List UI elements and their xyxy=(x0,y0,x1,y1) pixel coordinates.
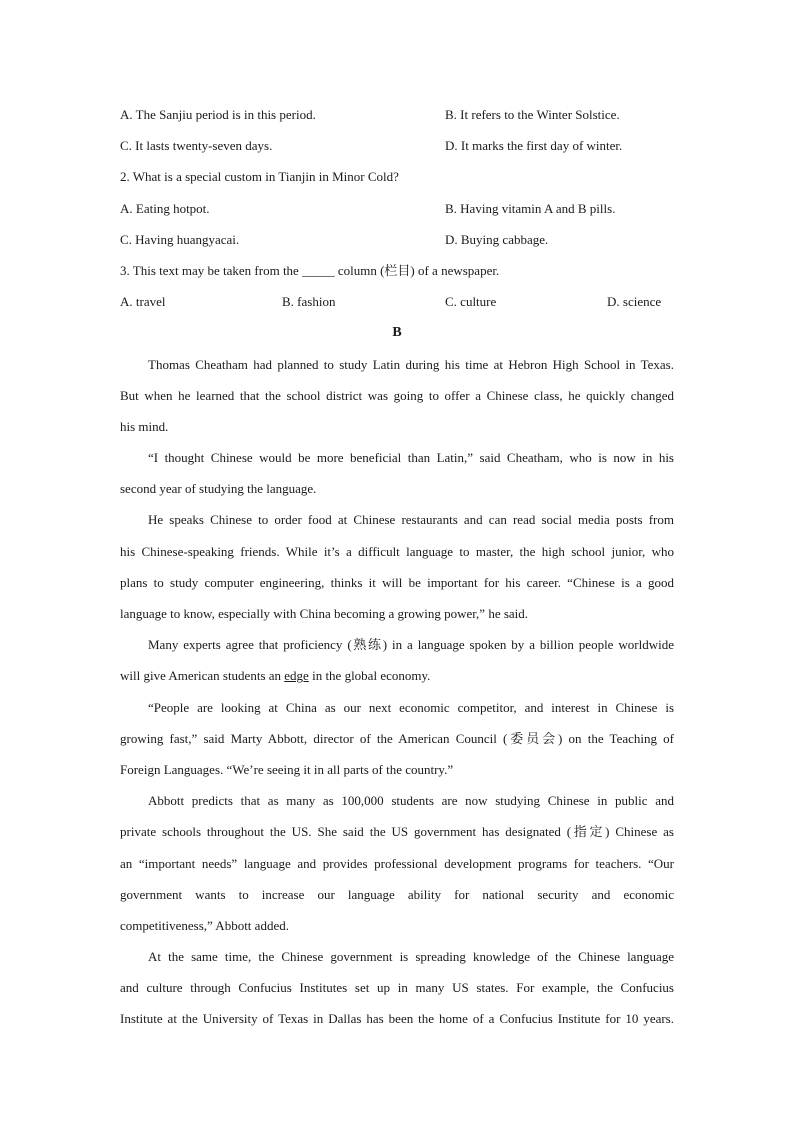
paragraph-line: Foreign Languages. “We’re seeing it in all parts of the country.” xyxy=(120,761,454,777)
q2-option-a[interactable]: A. Eating hotpot. xyxy=(120,200,210,216)
paragraph-line: plans to study computer engineering, thinks it will be important for his career. “Chinese is a good xyxy=(120,574,674,590)
q3-option-a[interactable]: A. travel xyxy=(120,294,166,310)
q2-options-row-1 xyxy=(120,193,674,224)
paragraph-6 xyxy=(120,785,674,941)
q2-stem: 2. What is a special custom in Tianjin in Minor Cold? xyxy=(120,169,399,185)
paragraph-2 xyxy=(120,442,674,504)
q2-options-row-2 xyxy=(120,224,674,255)
paragraph-4 xyxy=(120,629,674,691)
paragraph-line: Abbott predicts that as many as 100,000 students are now studying Chinese in public and xyxy=(148,793,674,809)
paragraph-5 xyxy=(120,692,674,786)
q1-options-row-1 xyxy=(120,99,674,130)
paragraph-1 xyxy=(120,349,674,443)
text-after-underline: in the global economy. xyxy=(308,668,431,684)
paragraph-line: competitiveness,” Abbott added. xyxy=(120,917,289,933)
paragraph-line: Many experts agree that proficiency (熟练) in a language spoken by a billion people worldwide xyxy=(148,637,674,653)
q2-option-b[interactable]: B. Having vitamin A and B pills. xyxy=(445,200,616,216)
q3-option-c[interactable]: C. culture xyxy=(445,294,497,310)
underlined-word-edge: edge xyxy=(284,668,309,684)
document-page xyxy=(120,99,674,1035)
paragraph-line: second year of studying the language. xyxy=(120,481,317,497)
q1-option-c[interactable]: C. It lasts twenty-seven days. xyxy=(120,138,273,154)
q3-option-d[interactable]: D. science xyxy=(607,294,662,310)
paragraph-line: But when he learned that the school district was going to offer a Chinese class, he quickly changed xyxy=(120,387,674,403)
paragraph-line: government wants to increase our language ability for national security and economic xyxy=(120,886,674,902)
q3-option-b[interactable]: B. fashion xyxy=(282,294,336,310)
paragraph-line: his mind. xyxy=(120,418,169,434)
paragraph-line: his Chinese-speaking friends. While it’s a difficult language to master, the high school junior, who xyxy=(120,543,674,559)
paragraph-line: Thomas Cheatham had planned to study Latin during his time at Hebron High School in Texas. xyxy=(148,356,674,372)
paragraph-line: private schools throughout the US. She said the US government has designated (指定) Chinese as xyxy=(120,824,674,840)
q1-options-row-2 xyxy=(120,130,674,161)
paragraph-line: and culture through Confucius Institutes set up in many US states. For example, the Confucius xyxy=(120,980,674,996)
paragraph-line: “People are looking at China as our next economic competitor, and interest in Chinese is xyxy=(148,699,674,715)
paragraph-line: an “important needs” language and provides professional development programs for teachers. “Our xyxy=(120,855,674,871)
q1-option-d[interactable]: D. It marks the first day of winter. xyxy=(445,138,623,154)
q2-option-d[interactable]: D. Buying cabbage. xyxy=(445,231,549,247)
paragraph-line: He speaks Chinese to order food at Chinese restaurants and can read social media posts from xyxy=(148,512,674,528)
q3-options-row xyxy=(120,286,674,317)
q2-option-c[interactable]: C. Having huangyacai. xyxy=(120,231,240,247)
paragraph-3 xyxy=(120,504,674,629)
paragraph-line: Institute at the University of Texas in Dallas has been the home of a Confucius Institute for 10 years. xyxy=(120,1011,674,1027)
q3-stem: 3. This text may be taken from the _____ column (栏目) of a newspaper. xyxy=(120,262,500,278)
paragraph-line: growing fast,” said Marty Abbott, director of the American Council (委员会) on the Teaching of xyxy=(120,730,674,746)
q1-option-b[interactable]: B. It refers to the Winter Solstice. xyxy=(445,107,620,122)
paragraph-line: “I thought Chinese would be more beneficial than Latin,” said Cheatham, who is now in his xyxy=(148,450,674,466)
paragraph-7 xyxy=(120,941,674,1035)
paragraph-line: At the same time, the Chinese government is spreading knowledge of the Chinese language xyxy=(148,949,674,965)
text-before-underline: will give American students an xyxy=(120,668,285,684)
section-b-title: B xyxy=(392,325,402,341)
paragraph-line-with-underline xyxy=(120,660,674,691)
q1-option-a[interactable]: A. The Sanjiu period is in this period. xyxy=(120,107,316,122)
paragraph-line: language to know, especially with China becoming a growing power,” he said. xyxy=(120,606,529,621)
